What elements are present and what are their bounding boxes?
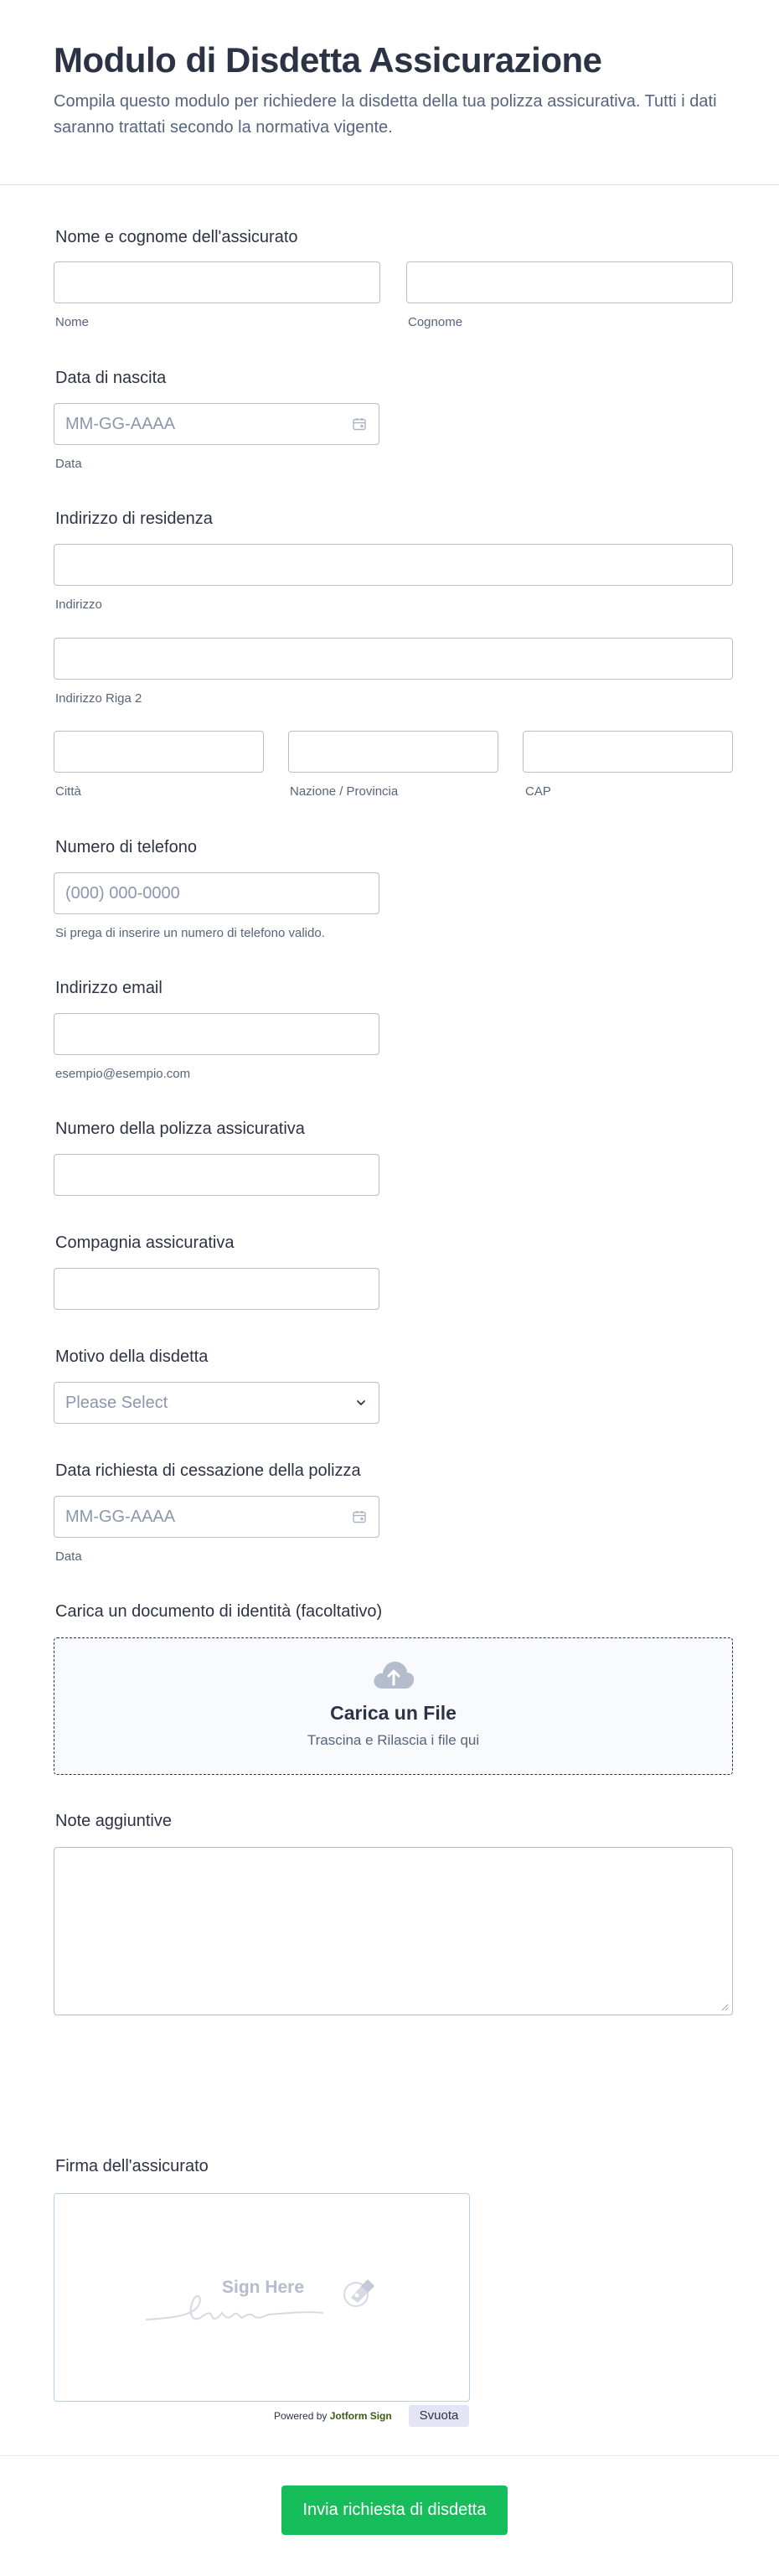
file-upload-dropzone[interactable] bbox=[54, 1637, 733, 1775]
last-name-input[interactable] bbox=[406, 261, 733, 303]
clear-signature-button[interactable]: Svuota bbox=[409, 2405, 469, 2427]
state-sublabel: Nazione / Provincia bbox=[290, 784, 399, 799]
notes-textarea[interactable] bbox=[54, 1847, 733, 2015]
phone-sublabel: Si prega di inserire un numero di telefono valido. bbox=[55, 926, 325, 940]
footer-divider bbox=[0, 2455, 779, 2456]
upload-subtitle: Trascina e Rilascia i file qui bbox=[307, 1732, 480, 1748]
policy-label: Numero della polizza assicurativa bbox=[55, 1120, 305, 1138]
birth-date-sublabel: Data bbox=[55, 457, 82, 471]
upload-label: Carica un documento di identità (facoltativo) bbox=[55, 1602, 383, 1621]
signature-pad[interactable] bbox=[54, 2193, 470, 2402]
zip-sublabel: CAP bbox=[525, 784, 551, 799]
address-line1-input[interactable] bbox=[54, 544, 733, 586]
end-date-label: Data richiesta di cessazione della polizza bbox=[55, 1461, 361, 1480]
end-date-input[interactable] bbox=[54, 1496, 379, 1538]
form-description: Compila questo modulo per richiedere la disdetta della tua polizza assicurativa. Tutti i dati saranno trattati secondo la normativa vigente. bbox=[54, 92, 717, 137]
address-line2-input[interactable] bbox=[54, 638, 733, 680]
address-label: Indirizzo di residenza bbox=[55, 510, 213, 528]
form-header bbox=[0, 0, 779, 185]
address-line1-sublabel: Indirizzo bbox=[55, 597, 102, 612]
reason-select[interactable] bbox=[54, 1382, 379, 1424]
first-name-input[interactable] bbox=[54, 261, 380, 303]
calendar-icon[interactable] bbox=[352, 416, 367, 432]
submit-button[interactable]: Invia richiesta di disdetta bbox=[281, 2485, 508, 2535]
powered-by-text bbox=[274, 2410, 392, 2422]
chevron-down-icon bbox=[353, 1395, 369, 1410]
address-line2-sublabel: Indirizzo Riga 2 bbox=[55, 691, 142, 706]
email-input[interactable] bbox=[54, 1013, 379, 1055]
notes-label: Note aggiuntive bbox=[55, 1812, 172, 1830]
name-label: Nome e cognome dell'assicurato bbox=[55, 228, 298, 246]
end-date-placeholder: MM-GG-AAAA bbox=[65, 1508, 176, 1526]
calendar-icon[interactable] bbox=[352, 1509, 367, 1524]
phone-input[interactable] bbox=[54, 872, 379, 914]
city-sublabel: Città bbox=[55, 784, 81, 799]
phone-placeholder: (000) 000-0000 bbox=[65, 884, 180, 903]
city-input[interactable] bbox=[54, 731, 264, 773]
reason-selected-value: Please Select bbox=[65, 1394, 168, 1412]
last-name-sublabel: Cognome bbox=[408, 315, 463, 329]
phone-label: Numero di telefono bbox=[55, 838, 197, 856]
end-date-sublabel: Data bbox=[55, 1549, 82, 1564]
policy-input[interactable] bbox=[54, 1154, 379, 1196]
upload-title: Carica un File bbox=[330, 1702, 457, 1724]
powered-by-prefix: Powered by bbox=[274, 2410, 328, 2422]
first-name-sublabel: Nome bbox=[55, 315, 90, 329]
birth-date-input[interactable] bbox=[54, 403, 379, 445]
signature-placeholder: Sign Here bbox=[222, 2278, 305, 2297]
email-label: Indirizzo email bbox=[55, 979, 163, 997]
zip-input[interactable] bbox=[523, 731, 733, 773]
pen-nib-icon bbox=[339, 2274, 379, 2311]
company-label: Compagnia assicurativa bbox=[55, 1234, 235, 1252]
company-input[interactable] bbox=[54, 1268, 379, 1310]
birth-date-label: Data di nascita bbox=[55, 369, 167, 387]
reason-label: Motivo della disdetta bbox=[55, 1347, 209, 1366]
state-input[interactable] bbox=[288, 731, 498, 773]
powered-by-brand: Jotform Sign bbox=[329, 2410, 392, 2422]
birth-date-placeholder: MM-GG-AAAA bbox=[65, 415, 176, 433]
form-title: Modulo di Disdetta Assicurazione bbox=[54, 40, 602, 80]
resize-handle-icon[interactable] bbox=[720, 2003, 729, 2011]
cloud-upload-icon bbox=[371, 1658, 416, 1690]
email-sublabel: esempio@esempio.com bbox=[55, 1067, 191, 1081]
signature-label: Firma dell'assicurato bbox=[55, 2157, 209, 2175]
